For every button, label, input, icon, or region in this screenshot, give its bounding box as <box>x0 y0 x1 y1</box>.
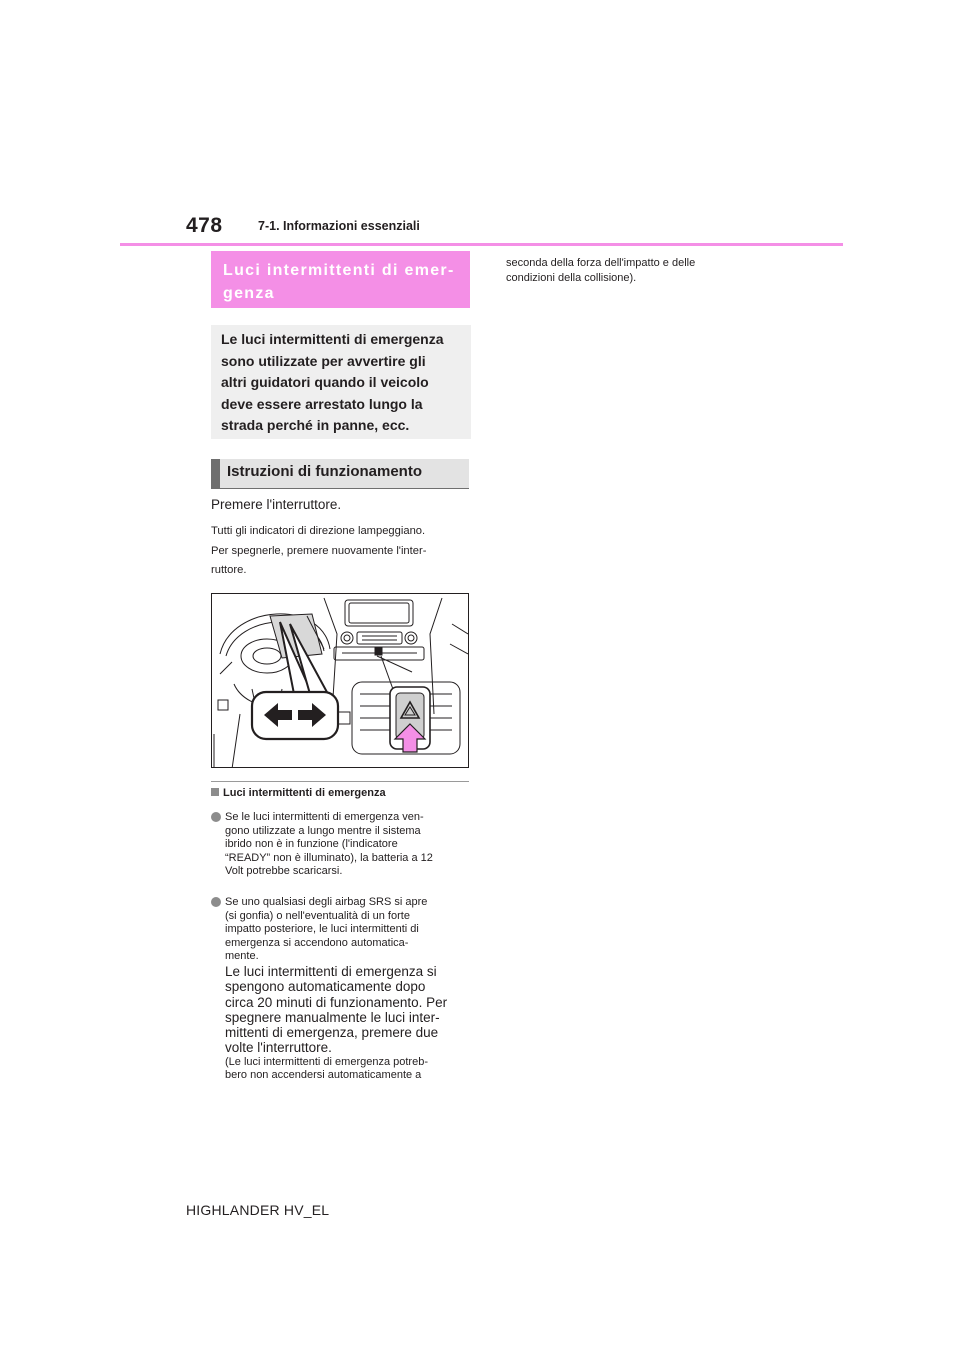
subheading <box>211 459 469 489</box>
round-bullet-icon <box>211 812 221 822</box>
section-title-line-2: genza <box>223 285 275 302</box>
note-line: Se le luci intermittenti di emergenza ven- <box>225 811 424 823</box>
header-rule <box>120 243 843 246</box>
note-line-large: volte l'interruttore. <box>225 1040 332 1056</box>
note-line: (si gonfia) o nell'eventualità di un forte <box>225 909 410 922</box>
round-bullet-icon <box>211 897 221 907</box>
notes-divider <box>211 781 469 782</box>
note-line-large: circa 20 minuti di funzionamento. Per <box>225 994 448 1010</box>
right-column-line: condizioni della collisione). <box>506 272 637 284</box>
note-bullet-1 <box>211 811 469 879</box>
intro-box <box>211 325 471 439</box>
right-column-line: seconda della forza dell'impatto e delle <box>506 257 696 269</box>
note-line: (Le luci intermittenti di emergenza potreb- <box>225 1055 428 1068</box>
step-note <box>211 522 473 581</box>
step-note-line: Per spegnerle, premere nuovamente l'inter- <box>211 544 427 557</box>
note-line: Volt potrebbe scaricarsi. <box>225 865 343 878</box>
note-line-large: spegnere manualmente le luci inter- <box>225 1009 440 1025</box>
square-bullet-icon <box>211 788 219 796</box>
intro-line: altri guidatori quando il veicolo <box>221 374 429 391</box>
note-line: bero non accendersi automaticamente a <box>225 1069 422 1082</box>
note-line: “READY” non è illuminato), la batteria a 12 <box>225 851 433 864</box>
section-title-line-1: Luci intermittenti di emer- <box>223 262 455 279</box>
note-line: impatto posteriore, le luci intermittenti di <box>225 923 419 936</box>
right-column-text <box>506 256 766 286</box>
step-instruction: Premere l'interruttore. <box>211 497 342 512</box>
notes-title-text: Luci intermittenti di emergenza <box>223 787 386 799</box>
subheading-text: Istruzioni di funzionamento <box>227 463 422 480</box>
note-line: mente. <box>225 950 259 963</box>
dashboard-drawing <box>212 594 469 768</box>
step-note-line: Tutti gli indicatori di direzione lampeggiano. <box>211 525 426 537</box>
note-line: ibrido non è in funzione (l'indicatore <box>225 838 398 851</box>
note-bullet-2 <box>211 896 469 1083</box>
intro-line: Le luci intermittenti di emergenza <box>221 331 444 347</box>
notes-title <box>211 787 386 799</box>
note-line: Se uno qualsiasi degli airbag SRS si apre <box>225 896 428 908</box>
intro-line: sono utilizzate per avvertire gli <box>221 352 426 369</box>
dashboard-illustration <box>211 593 469 768</box>
footer-model: HIGHLANDER HV_EL <box>186 1202 330 1218</box>
intro-line: deve essere arrestato lungo la <box>221 395 423 412</box>
note-line-large: Le luci intermittenti di emergenza si <box>225 963 437 979</box>
note-line: emergenza si accendono automatica- <box>225 936 409 949</box>
section-reference: 7-1. Informazioni essenziali <box>258 219 420 233</box>
intro-line: strada perché in panne, ecc. <box>221 417 410 434</box>
note-line-large: mittenti di emergenza, premere due <box>225 1025 439 1041</box>
step-note-line: ruttore. <box>211 564 247 576</box>
section-title-box <box>211 251 470 308</box>
page-number: 478 <box>186 214 223 237</box>
note-line: gono utilizzate a lungo mentre il sistema <box>225 824 421 837</box>
note-line-large: spengono automaticamente dopo <box>225 979 426 995</box>
